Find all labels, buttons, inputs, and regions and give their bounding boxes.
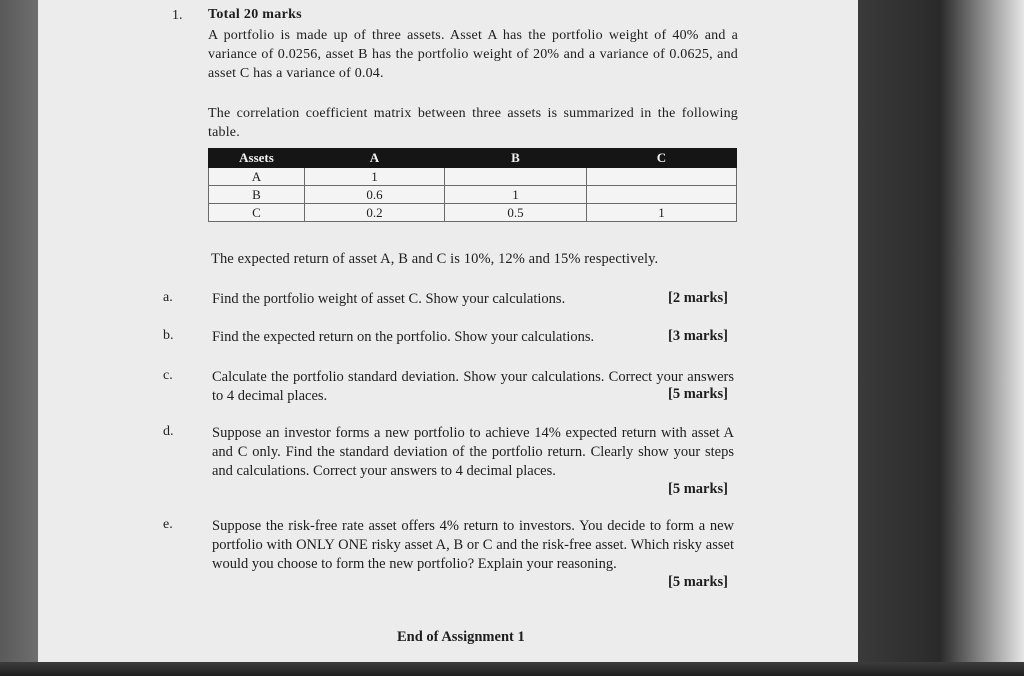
table-header-row xyxy=(209,149,737,168)
table-cell: 1 xyxy=(587,204,737,222)
table-cell: 0.5 xyxy=(445,204,587,222)
correlation-table xyxy=(208,148,737,222)
question-label-d: d. xyxy=(163,424,174,439)
question-text-b: Find the expected return on the portfolio. Show your calculations. xyxy=(212,329,595,345)
table-cell: 0.6 xyxy=(305,186,445,204)
table-row xyxy=(209,168,737,186)
question-marks-b: [3 marks] xyxy=(667,328,728,344)
intro-paragraph: A portfolio is made up of three assets. Asset A has the portfolio weight of 40% and a variance of 0.0256, asset B has the portfolio weight of 20% and a variance of 0.0625, and asset C has a variance of 0.04. xyxy=(208,28,738,81)
question-marks-a: [2 marks] xyxy=(667,290,728,306)
question-label-b: b. xyxy=(163,328,174,343)
table-cell xyxy=(587,168,737,186)
expected-returns-text: The expected return of asset A, B and C is 10%, 12% and 15% respectively. xyxy=(211,251,659,267)
table-row xyxy=(209,204,737,222)
question-text-c: Calculate the portfolio standard deviation. Show your calculations. Correct your answers to 4 decimal places. xyxy=(212,369,734,404)
table-header: Assets xyxy=(209,149,305,168)
table-header: B xyxy=(445,149,587,168)
question-label-e: e. xyxy=(163,517,173,532)
question-number: 1. xyxy=(172,8,183,23)
question-marks-e: [5 marks] xyxy=(667,574,728,590)
question-marks-d: [5 marks] xyxy=(667,481,728,497)
table-header: C xyxy=(587,149,737,168)
table-cell: 1 xyxy=(305,168,445,186)
table-cell: C xyxy=(209,204,305,222)
question-text-d: Suppose an investor forms a new portfolio to achieve 14% expected return with asset A and C only. Find the standard deviation of the portfolio return. Clearly show your steps and calculations. Correct your answers to 4 decimal places. xyxy=(212,425,734,479)
table-cell: 1 xyxy=(445,186,587,204)
question-label-c: c. xyxy=(163,368,173,383)
page-shadow xyxy=(0,662,1024,676)
table-cell: 0.2 xyxy=(305,204,445,222)
end-of-assignment: End of Assignment 1 xyxy=(397,629,525,645)
table-header: A xyxy=(305,149,445,168)
table-cell: B xyxy=(209,186,305,204)
question-title: Total 20 marks xyxy=(208,7,302,22)
question-text-a: Find the portfolio weight of asset C. Show your calculations. xyxy=(212,291,566,307)
table-row xyxy=(209,186,737,204)
question-marks-c: [5 marks] xyxy=(667,386,728,402)
question-text-e: Suppose the risk-free rate asset offers 4% return to investors. You decide to form a new portfolio with ONLY ONE risky asset A, B or C and the risk-free asset. Which risky asset would you choose to form the new portfolio? Explain your reasoning. xyxy=(212,518,734,572)
table-cell: A xyxy=(209,168,305,186)
table-cell xyxy=(587,186,737,204)
table-cell xyxy=(445,168,587,186)
table-intro-paragraph: The correlation coefficient matrix between three assets is summarized in the following table. xyxy=(208,106,738,140)
question-label-a: a. xyxy=(163,290,173,305)
